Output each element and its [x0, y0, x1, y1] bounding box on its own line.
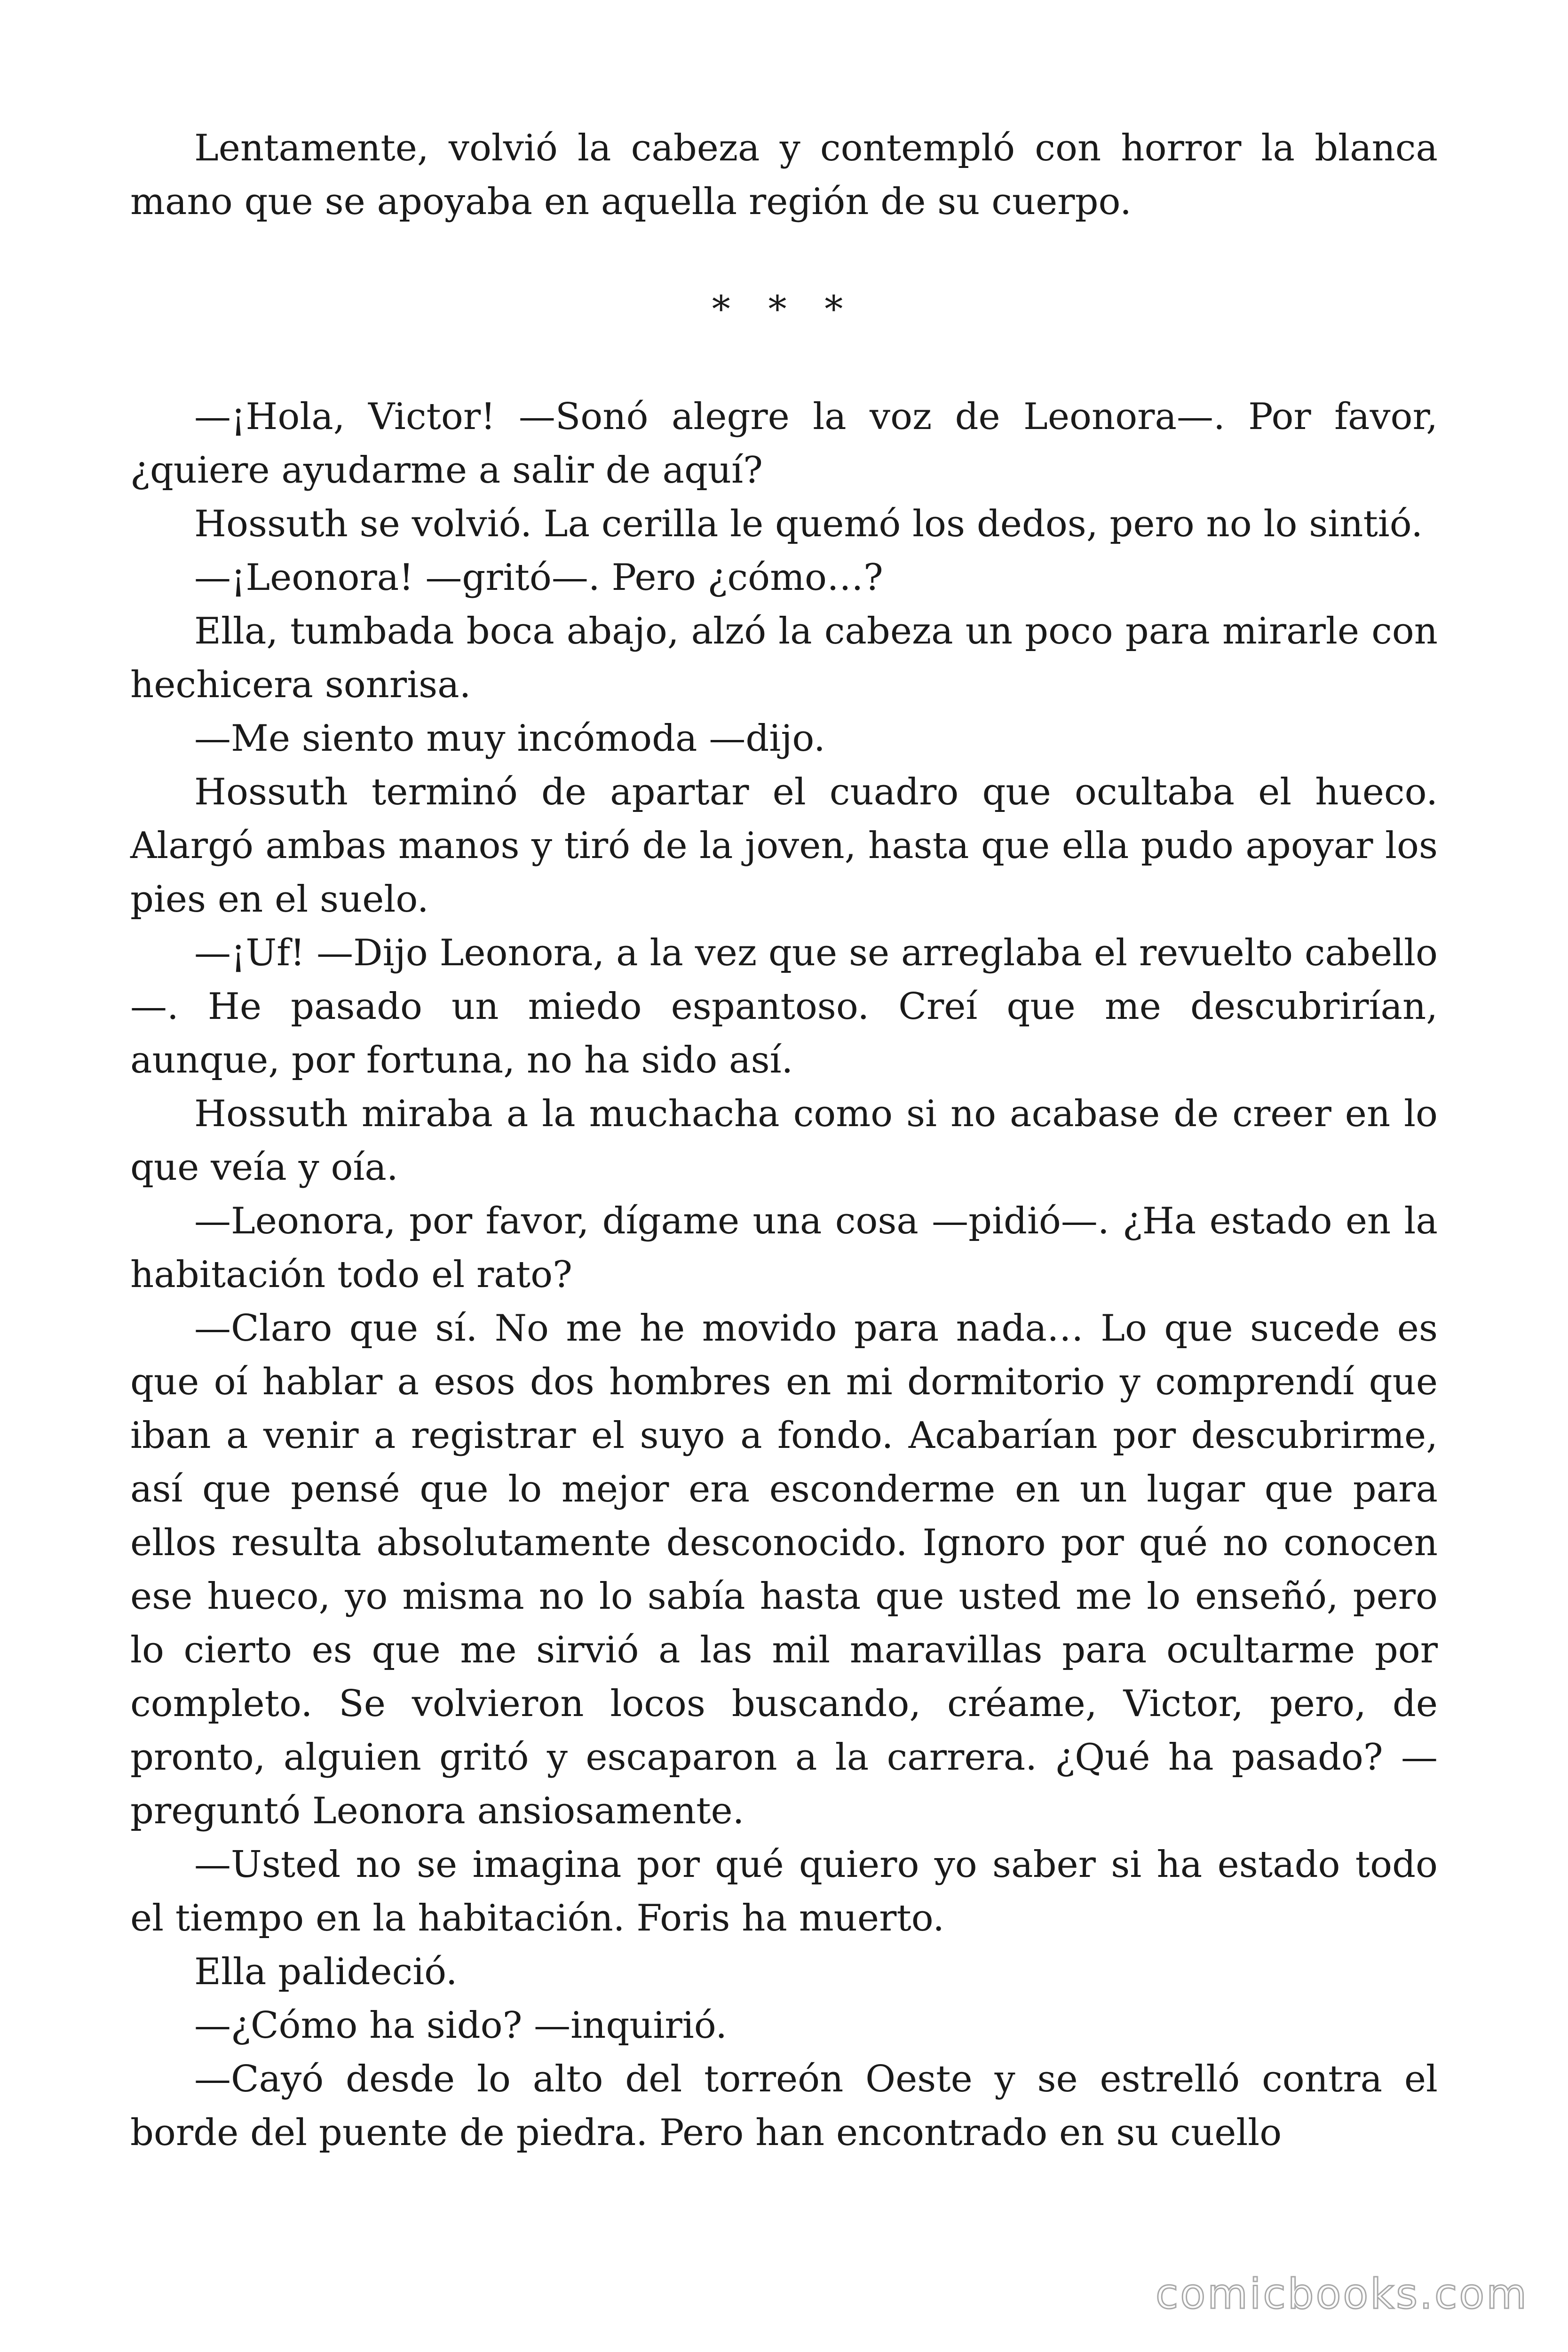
paragraph: —Cayó desde lo alto del torreón Oeste y se estrelló contra el borde del puente de piedra. Pero han encontrado en su cuello — [130, 2058, 1438, 2154]
paragraph: Lentamente, volvió la cabeza y contempló con horror la blanca mano que se apoyaba en aquella región de su cuerpo. — [130, 127, 1438, 223]
paragraph: Hossuth se volvió. La cerilla le quemó los dedos, pero no lo sintió. — [194, 503, 1423, 545]
paragraph: Hossuth miraba a la muchacha como si no acabase de creer en lo que veía y oía. — [130, 1093, 1438, 1189]
paragraph: —Usted no se imagina por qué quiero yo saber si ha estado todo el tiempo en la habitación. Foris ha muerto. — [130, 1843, 1438, 1939]
paragraph: —¡Hola, Victor! —Sonó alegre la voz de Leonora—. Por favor, ¿quiere ayudarme a salir de aquí? — [130, 396, 1438, 492]
paragraph: Hossuth terminó de apartar el cuadro que ocultaba el hueco. Alargó ambas manos y tiró de la joven, hasta que ella pudo apoyar los pies en el suelo. — [130, 771, 1438, 921]
paragraph: —¿Cómo ha sido? —inquirió. — [194, 2004, 728, 2047]
paragraph: —¡Leonora! —gritó—. Pero ¿cómo…? — [194, 556, 883, 599]
watermark: comicbooks.com — [1155, 2270, 1528, 2318]
paragraph: —Claro que sí. No me he movido para nada… Lo que sucede es que oí hablar a esos dos hombres en mi dormitorio y comprendí que iban a venir a registrar el suyo a fondo. Acabarían por descubrirme, así que pensé que lo mejor era esconderme en un lugar que para ellos resulta absolutamente desconocido. Ignoro por qué no conocen ese hueco, yo misma no lo sabía hasta que usted me lo enseñó, pero lo cierto es que me sirvió a las mil maravillas para ocultarme por completo. Se volvieron locos buscando, créame, Victor, pero, de pronto, alguien gritó y escaparon a la carrera. ¿Qué ha pasado? —preguntó Leonora ansiosamente. — [130, 1307, 1438, 1832]
paragraph: —Leonora, por favor, dígame una cosa —pidió—. ¿Ha estado en la habitación todo el rato? — [130, 1200, 1438, 1296]
section-separator: * * * — [712, 288, 856, 331]
paragraph: —¡Uf! —Dijo Leonora, a la vez que se arreglaba el revuelto cabello—. He pasado un miedo espantoso. Creí que me descubrirían, aunque, por fortuna, no ha sido así. — [130, 932, 1438, 1081]
paragraph: —Me siento muy incómoda —dijo. — [194, 717, 825, 760]
page-text — [130, 121, 1438, 2160]
paragraph: Ella palideció. — [194, 1951, 458, 1993]
paragraph: Ella, tumbada boca abajo, alzó la cabeza un poco para mirarle con hechicera sonrisa. — [130, 610, 1438, 706]
